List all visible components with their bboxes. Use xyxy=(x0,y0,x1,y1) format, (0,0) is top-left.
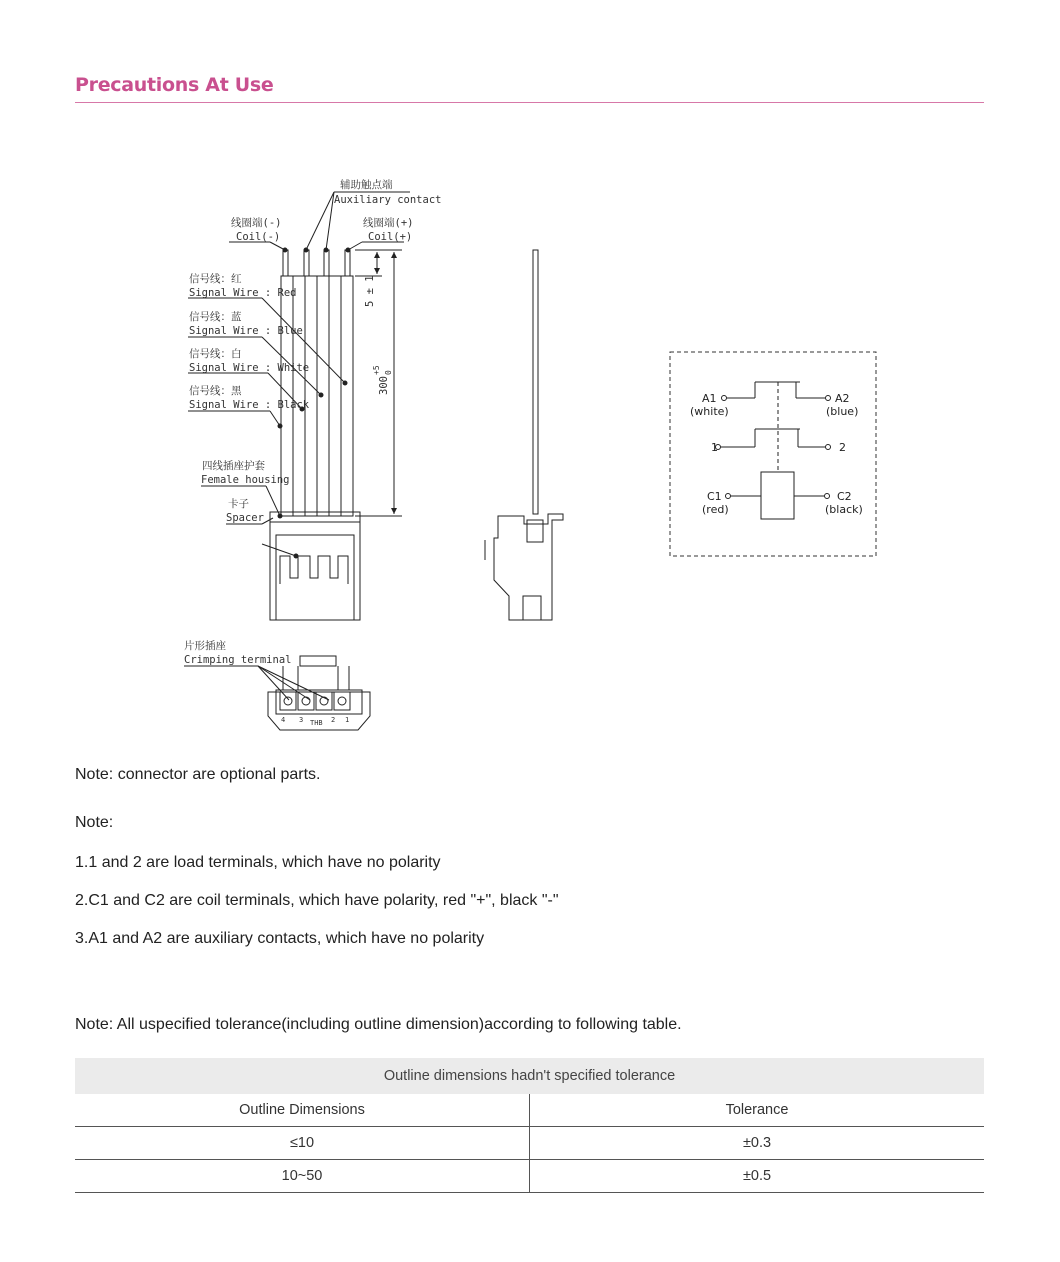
coil-pos-label-cn: 线圈端(+) xyxy=(363,217,414,229)
tolerance-cell: ±0.3 xyxy=(530,1127,985,1160)
tolerance-note: Note: All uspecified tolerance(including outline dimension)according to following table. xyxy=(75,1016,682,1033)
terminal-c2-color: (black) xyxy=(825,503,863,516)
aux-contact-label: Auxiliary contact xyxy=(334,194,442,206)
section-title: Precautions At Use xyxy=(75,74,274,96)
spacer-label-cn: 卡子 xyxy=(228,498,249,510)
coil-neg-label: Coil(-) xyxy=(236,231,281,243)
signal-blue-label: Signal Wire : Blue xyxy=(189,325,303,337)
column-header-tolerance: Tolerance xyxy=(530,1094,985,1127)
terminal-c1: C1 xyxy=(707,490,722,503)
note-item-3: 3.A1 and A2 are auxiliary contacts, which have no polarity xyxy=(75,930,485,947)
pin-4-number: 4 xyxy=(281,716,286,724)
signal-white-label: Signal Wire : White xyxy=(189,362,310,374)
pin-1-number: 1 xyxy=(345,716,350,724)
spacer-label: Spacer xyxy=(226,512,264,524)
table-caption: Outline dimensions hadn't specified tolerance xyxy=(75,1058,984,1094)
column-header-dimensions: Outline Dimensions xyxy=(75,1094,530,1127)
terminal-a2-color: (blue) xyxy=(826,405,859,418)
tolerance-cell: ±0.5 xyxy=(530,1160,985,1193)
signal-white-label-cn: 信号线：白 xyxy=(189,348,242,360)
terminal-a1-color: (white) xyxy=(690,405,729,418)
note-item-2: 2.C1 and C2 are coil terminals, which have polarity, red "+", black "-" xyxy=(75,892,559,909)
strip-length-dimension: 5 ± 1 xyxy=(364,275,376,307)
relay-schematic xyxy=(670,352,876,556)
table-row xyxy=(75,1127,984,1160)
dimension-cell: 10~50 xyxy=(75,1160,530,1193)
terminal-c1-color: (red) xyxy=(702,503,729,516)
terminal-a1: A1 xyxy=(702,392,717,405)
female-housing-label: Female housing xyxy=(201,474,290,486)
wire-length-tolerance-upper: +5 xyxy=(372,365,381,375)
signal-blue-label-cn: 信号线：蓝 xyxy=(189,311,242,323)
crimping-terminal-label-cn: 片形插座 xyxy=(184,640,226,652)
note-item-1: 1.1 and 2 are load terminals, which have no polarity xyxy=(75,854,441,871)
pin-2-number: 2 xyxy=(331,716,336,724)
note-heading: Note: xyxy=(75,814,114,831)
crimping-terminal-label: Crimping terminal xyxy=(184,654,292,666)
signal-red-label-cn: 信号线：红 xyxy=(189,273,242,285)
terminal-a2: A2 xyxy=(835,392,850,405)
thb-mark: THB xyxy=(310,719,323,727)
terminal-1: 1 xyxy=(711,441,718,454)
terminal-2: 2 xyxy=(839,441,846,454)
signal-black-label: Signal Wire : Black xyxy=(189,399,310,411)
wire-length-dimension: 300 xyxy=(378,376,390,395)
table-row xyxy=(75,1160,984,1193)
coil-neg-label-cn: 线圈端(-) xyxy=(231,217,282,229)
aux-contact-label-cn: 辅助触点端 xyxy=(340,179,393,191)
dimension-cell: ≤10 xyxy=(75,1127,530,1160)
connector-note: Note: connector are optional parts. xyxy=(75,766,321,783)
coil-pos-label: Coil(+) xyxy=(368,231,413,243)
signal-black-label-cn: 信号线：黑 xyxy=(189,385,242,397)
pin-3-number: 3 xyxy=(299,716,304,724)
signal-red-label: Signal Wire : Red xyxy=(189,287,297,299)
terminal-c2: C2 xyxy=(837,490,852,503)
wire-length-tolerance-lower: 0 xyxy=(384,370,393,375)
female-housing-label-cn: 四线插座护套 xyxy=(202,460,265,472)
tolerance-table xyxy=(75,1058,984,1193)
